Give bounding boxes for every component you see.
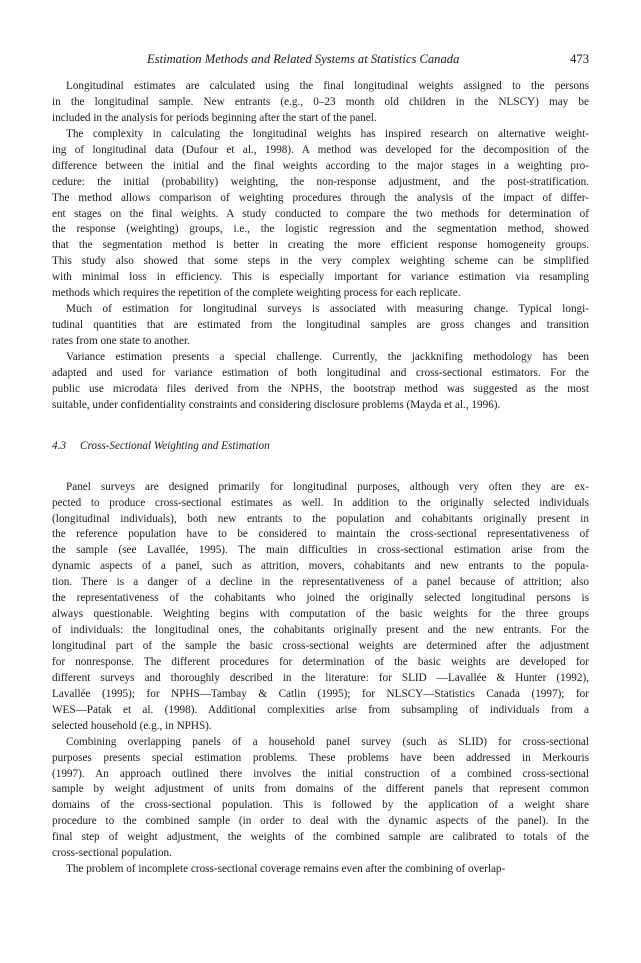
text-line: The method allows comparison of weighting procedures through the analysis of the impact of differ- <box>52 191 589 204</box>
text-block-before <box>52 79 589 414</box>
text-line: included in the analysis for periods beginning after the start of the panel. <box>52 111 377 124</box>
text-line: pected to produce cross-sectional estimates as well. In addition to the originally selected individuals <box>52 496 589 509</box>
section-number: 4.3 <box>52 439 66 452</box>
text-line: Combining overlapping panels of a household panel survey (such as SLID) for cross-sectional <box>66 735 589 748</box>
running-title: Estimation Methods and Related Systems at Statistics Canada <box>147 52 460 66</box>
paragraph <box>52 79 589 127</box>
text-line: The complexity in calculating the longitudinal weights has inspired research on alternative weight- <box>66 127 589 140</box>
section-heading <box>52 439 589 455</box>
paragraph <box>52 127 589 302</box>
text-line: always questionable. Weighting begins with computation of the basic weights for the three groups <box>52 608 589 621</box>
text-line: Lavallée (1995); for NPHS—Tambay & Catlin (1995); for NLSCY—Statistics Canada (1997); for <box>52 687 589 700</box>
text-line: Panel surveys are designed primarily for longitudinal purposes, although very often they are ex- <box>66 480 589 493</box>
text-line: procedure to the combined sample (in order to deal with the dynamic aspects of the panel). In the <box>52 815 589 828</box>
text-line: final step of weight adjustment, the weights of the combined sample are calibrated to totals of the <box>52 831 589 844</box>
text-line: the sample (see Lavallée, 1995). The main difficulties in cross-sectional estimation arise from the <box>52 544 589 557</box>
paragraph <box>52 350 589 414</box>
text-line: of individuals: the longitudinal ones, the cohabitants originally present and the new entrants. For the <box>52 624 589 637</box>
page-number: 473 <box>570 52 589 66</box>
text-line: public use microdata files derived from the NPHS, the bootstrap method was suggested as the most <box>52 382 589 395</box>
text-line: cedure: the initial (probability) weighting, the non-response adjustment, and the post-stratification. <box>52 175 589 188</box>
body-text <box>52 79 589 878</box>
text-line: ing of longitudinal data (Dufour et al., 1998). A method was developed for the decomposition of the <box>52 143 589 156</box>
text-line: WES—Patak et al. (1998). Additional complexities arise from subsampling of individuals from a <box>52 703 589 716</box>
text-line: the response (weighting) groups, i.e., the logistic regression and the segmentation method, showed <box>52 223 589 236</box>
text-line: tudinal quantities that are estimated from the longitudinal samples are gross changes and transition <box>52 319 589 332</box>
text-line: the reference population have to be considered to maintain the cross-sectional representativeness of <box>52 528 589 541</box>
text-line: selected household (e.g., in NPHS). <box>52 719 212 732</box>
paragraph <box>52 862 589 878</box>
running-head <box>52 52 589 70</box>
paragraph <box>52 735 589 863</box>
text-line: dynamic aspects of a panel, such as attrition, movers, cohabitants and new entrants to the popula- <box>52 560 589 573</box>
text-line: ent stages on the final weights. A study conducted to compare the two methods for determination of <box>52 207 589 220</box>
section-title: Cross-Sectional Weighting and Estimation <box>80 439 270 452</box>
text-line: cross-sectional population. <box>52 847 172 860</box>
paragraph <box>52 480 589 735</box>
text-line: (longitudinal individuals), both new entrants to the population and cohabitants originally present in <box>52 512 589 525</box>
text-line: in the longitudinal sample. New entrants (e.g., 0–23 month old children in the NLSCY) may be <box>52 95 589 108</box>
text-line: with minimal loss in efficiency. This is especially important for variance estimation via resampling <box>52 271 589 284</box>
text-line: Longitudinal estimates are calculated using the final longitudinal weights assigned to the persons <box>66 80 589 92</box>
text-block-after <box>52 480 589 878</box>
text-line: the representativeness of the cohabitants who joined the originally selected longitudinal persons is <box>52 592 589 605</box>
text-line: difference between the initial and the final weights according to the major stages in a weighting pro- <box>52 159 589 172</box>
text-line: Much of estimation for longitudinal surveys is associated with measuring change. Typical longi- <box>66 303 589 316</box>
text-line: tion. There is a danger of a decline in the representativeness of a panel because of attrition; also <box>52 576 589 589</box>
text-line: purposes presents special estimation problems. These problems have been addressed in Merkouris <box>52 751 589 764</box>
paragraph <box>52 302 589 350</box>
text-line: This study also showed that some steps in the very complex weighting scheme can be simplified <box>52 255 589 268</box>
text-line: longitudinal part of the sample the basic cross-sectional weights are determined after the adjustment <box>52 640 589 652</box>
text-line: adapted and used for variance estimation of both longitudinal and cross-sectional estimators. For the <box>52 366 589 379</box>
text-line: The problem of incomplete cross-sectional coverage remains even after the combining of overlap- <box>66 863 506 876</box>
text-line: (1997). An approach outlined there involves the initial construction of a combined cross-sectional <box>52 767 589 780</box>
text-line: suitable, under confidentiality constraints and considering disclosure problems (Mayda et al., 1996). <box>52 398 501 411</box>
text-line: that the segmentation method is better in creating the more efficient response homogeneity groups. <box>52 239 589 252</box>
text-line: Variance estimation presents a special challenge. Currently, the jackknifing methodology has been <box>66 350 589 363</box>
text-line: for nonresponse. The different procedures for determination of the basic weights are developed for <box>52 655 589 668</box>
text-line: different surveys and thoroughly described in the literature: for SLID —Lavallée & Hunter (1992), <box>52 671 589 684</box>
text-line: sample by weight adjustment of units from domains of the different panels that represent common <box>52 783 589 796</box>
text-line: methods which requires the repetition of the complete weighting process for each replicate. <box>52 287 461 300</box>
text-line: rates from one state to another. <box>52 335 190 347</box>
text-line: domains of the cross-sectional population. This is followed by the application of a weight share <box>52 799 589 812</box>
